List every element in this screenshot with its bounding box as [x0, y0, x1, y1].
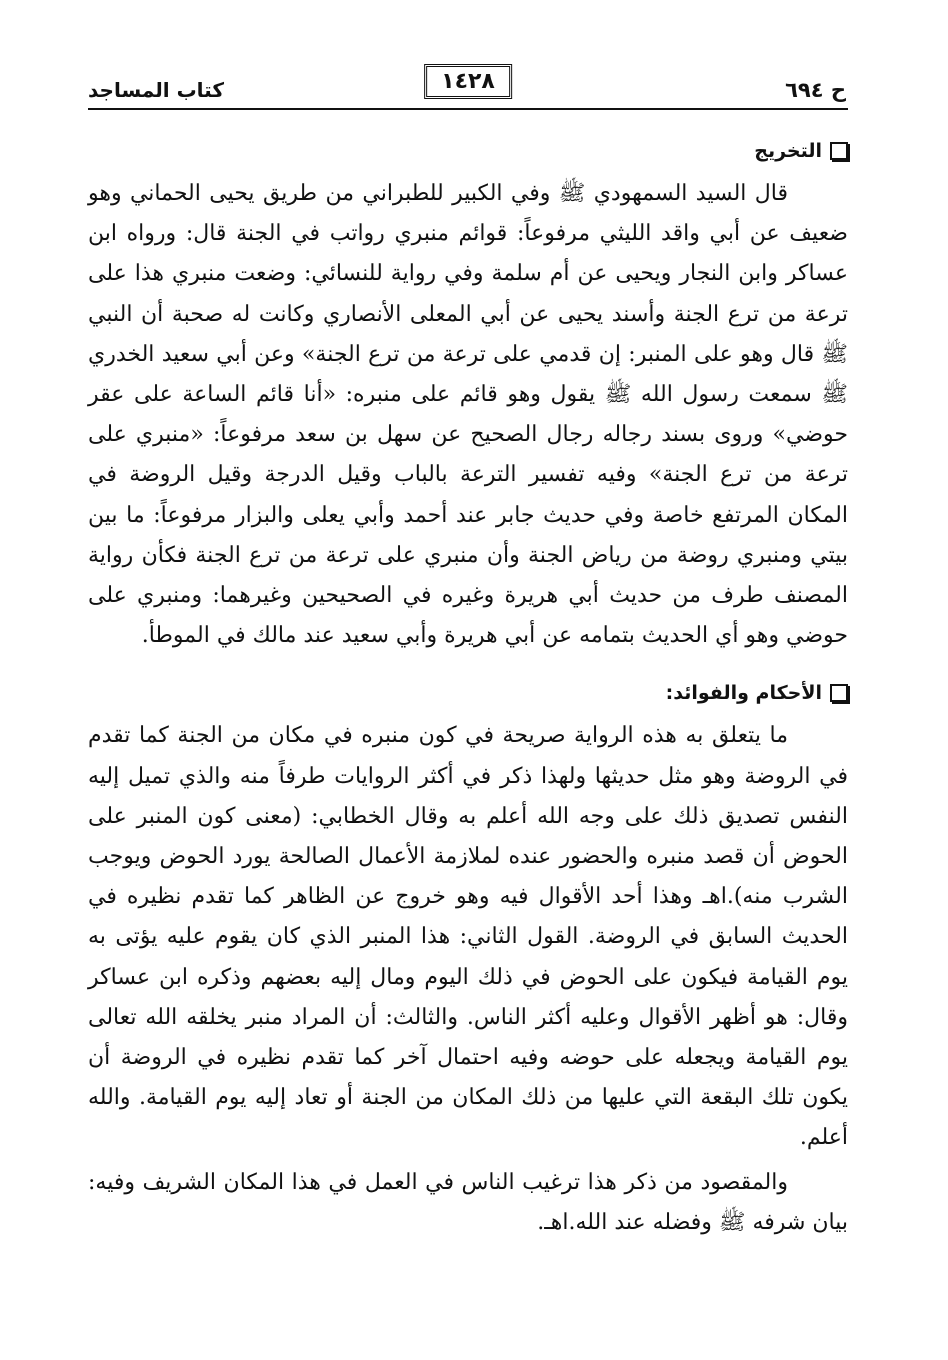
section-ahkam: [88, 682, 848, 1243]
section-title-text: التخريج: [754, 140, 822, 162]
paragraph: ما يتعلق به هذه الرواية صريحة في كون منبره في مكان من الجنة كما تقدم في الروضة وهو مثل حديثها ولهذا ذكر في أكثر الروايات طرفاً منه والذي تميل إليه النفس تصديق ذلك على وجه الله أعلم به وقال الخطابي: (معنى كون المنبر على الحوض أن قصد منبره والحضور عنده لملازمة الأعمال الصالحة يورد الحوض ويوجب الشرب منه).اهـ وهذا أحد الأقوال فيه وهو خروج عن الظاهر كما تقدم نظيره في الحديث السابق في الروضة. القول الثاني: هذا المنبر الذي كان يقوم عليه يؤتى به يوم القيامة فيكون على الحوض في ذلك اليوم ومال إليه بعضهم وذكره ابن عساكر وقال: هو أظهر الأقوال وعليه أكثر الناس. والثالث: أن المراد منبر يخلقه الله تعالى يوم القيامة ويجعله على حوضه وفيه احتمال آخر كما تقدم نظيره في الروضة أن يكون تلك البقعة التي عليها من ذلك المكان من الجنة أو تعاد إليه يوم القيامة. والله أعلم.: [88, 723, 848, 1151]
page-header: [88, 52, 848, 114]
section-title-text: الأحكام والفوائد:: [665, 682, 822, 705]
section-heading: [88, 682, 848, 704]
paragraph: قال السيد السمهودي ﷺ وفي الكبير للطبراني من طريق يحيى الحماني وهو ضعيف عن أبي واقد الليثي مرفوعاً: قوائم منبري رواتب في الجنة قال: ورواه ابن عساكر وابن النجار ويحيى عن أم سلمة وفي رواية للنسائي: وضعت منبري هذا على ترعة من ترع الجنة وأسند يحيى عن أبي المعلى الأنصاري وكانت له صحبة أن النبي ﷺ قال وهو على المنبر: إن قدمي على ترعة من ترع الجنة» وعن أبي سعيد الخدري ﷺ سمعت رسول الله ﷺ يقول وهو قائم على منبره: «أنا قائم الساعة على عقر حوضي» وروى بسند رجاله رجال الصحيح عن سهل بن سعد مرفوعاً: «منبري على ترعة من ترع الجنة» وفيه تفسير الترعة بالباب وقيل الدرجة وقيل الروضة في المكان المرتفع خاصة وفي حديث جابر عند أحمد وأبي يعلى والبزار مرفوعاً: ما بين بيتي ومنبري روضة من رياض الجنة وأن منبري على ترعة من ترع الجنة فكأن رواية المصنف طرف من حديث أبي هريرة وغيره في الصحيحين وغيرهما: ومنبري على حوضي وهو أي الحديث بتمامه عن أبي هريرة وأبي سعيد عند مالك في الموطأ.: [88, 181, 848, 649]
header-divider: [88, 108, 848, 110]
square-bullet-icon: [830, 684, 848, 702]
section-heading: [88, 140, 848, 162]
section-takhrij: [88, 140, 848, 656]
page-label: ح ٦٩٤: [785, 78, 846, 102]
square-bullet-icon: [830, 142, 848, 160]
hadith-number-frame: ١٤٢٨: [424, 64, 512, 99]
paragraph: والمقصود من ذكر هذا ترغيب الناس في العمل في هذا المكان الشريف وفيه: بيان شرفه ﷺ وفضله عند الله.اهـ.: [88, 1169, 848, 1235]
book-title: كتاب المساجد: [88, 78, 224, 102]
book-page: [88, 52, 848, 1312]
